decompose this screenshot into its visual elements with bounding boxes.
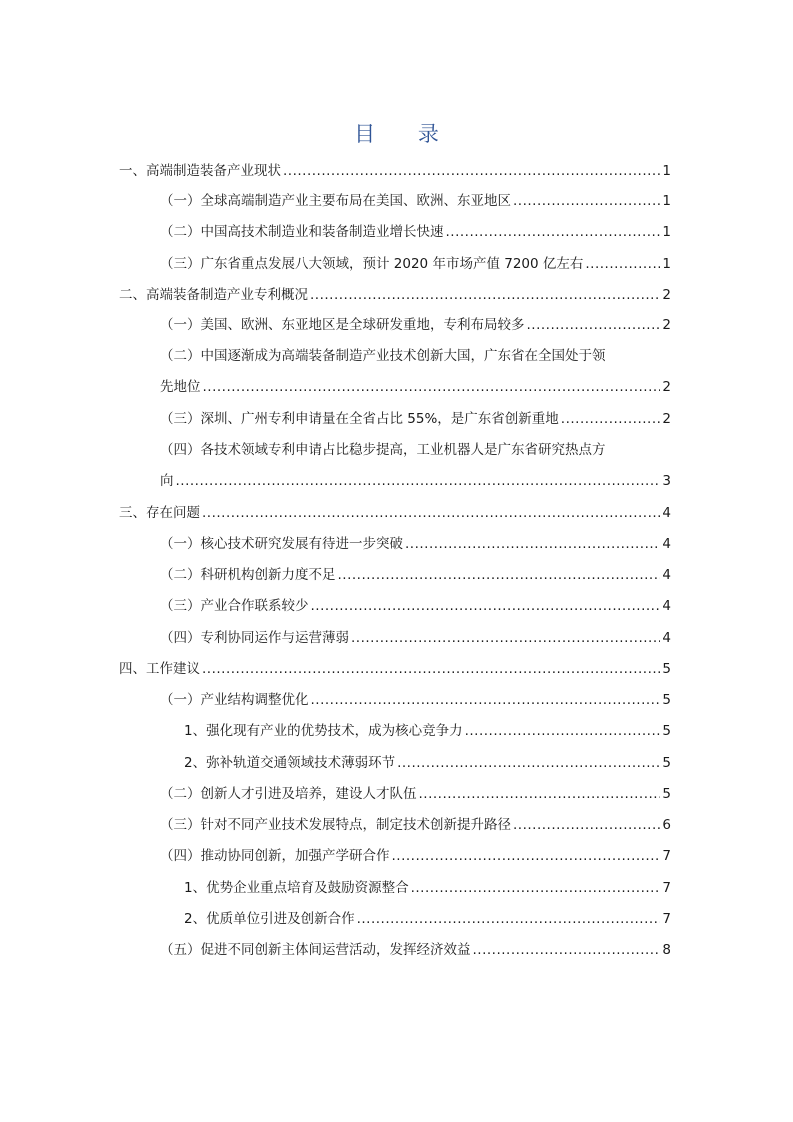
toc-page-number: 5 (662, 692, 671, 708)
toc-page-number: 5 (662, 755, 671, 771)
toc-entry[interactable] (184, 879, 671, 897)
toc-entry[interactable] (160, 255, 671, 273)
toc-entry[interactable] (160, 597, 671, 615)
toc-entry-text: （四）专利协同运作与运营薄弱 (160, 630, 349, 646)
toc-entry-text-line2: 先地位 (160, 379, 201, 395)
toc-entry-text: （二）创新人才引进及培养，建设人才队伍 (160, 786, 417, 802)
toc-entry[interactable] (160, 691, 671, 709)
toc-leader-dots (338, 566, 661, 584)
toc-entry-text-line2: 向 (160, 473, 174, 489)
toc-entry-text-line1[interactable]: （四）各技术领域专利申请占比稳步提高，工业机器人是广东省研究热点方 (160, 442, 606, 458)
toc-entry-text: 三、存在问题 (119, 505, 200, 521)
toc-entry-text: （一）美国、欧洲、东亚地区是全球研发重地，专利布局较多 (160, 317, 525, 333)
toc-entry[interactable] (119, 504, 671, 522)
toc-entry[interactable] (119, 162, 671, 180)
toc-leader-dots (392, 847, 661, 865)
toc-entry[interactable] (160, 566, 671, 584)
toc-page-number: 1 (662, 256, 671, 272)
toc-entry-text: 2、优质单位引进及创新合作 (184, 911, 355, 927)
toc-leader-dots (351, 629, 660, 647)
toc-leader-dots (473, 941, 661, 959)
toc-page-number: 2 (662, 411, 671, 427)
toc-page-number: 4 (662, 505, 671, 521)
toc-page-number: 5 (662, 786, 671, 802)
toc-entry[interactable] (184, 754, 671, 772)
toc-page-number: 4 (662, 567, 671, 583)
toc-title: 目 录 (354, 122, 457, 146)
toc-entry[interactable] (160, 378, 671, 396)
toc-leader-dots (203, 378, 661, 396)
toc-page-number: 4 (662, 630, 671, 646)
toc-leader-dots (446, 223, 661, 241)
toc-leader-dots (561, 410, 661, 428)
toc-entry-text: （三）深圳、广州专利申请量在全省占比 55%，是广东省创新重地 (160, 411, 559, 427)
toc-entry[interactable] (119, 286, 671, 304)
toc-entry[interactable] (160, 816, 671, 834)
toc-entry[interactable] (184, 910, 671, 928)
toc-page-number: 4 (662, 598, 671, 614)
toc-leader-dots (405, 535, 660, 553)
toc-entry-text: （四）推动协同创新，加强产学研合作 (160, 848, 390, 864)
toc-page-number: 8 (662, 942, 671, 958)
toc-entry-text: 四、工作建议 (119, 661, 200, 677)
toc-leader-dots (202, 660, 660, 678)
toc-entry-text: （一）全球高端制造产业主要布局在美国、欧洲、东亚地区 (160, 193, 511, 209)
toc-page-number: 1 (662, 193, 671, 209)
toc-leader-dots (527, 316, 661, 334)
toc-entry[interactable] (160, 847, 671, 865)
toc-entry-text-line1[interactable]: （二）中国逐渐成为高端装备制造产业技术创新大国，广东省在全国处于领 (160, 348, 606, 364)
toc-entry[interactable] (160, 410, 671, 428)
toc-entry-text: （五）促进不同创新主体间运营活动，发挥经济效益 (160, 942, 471, 958)
toc-entry-text: 一、高端制造装备产业现状 (119, 163, 281, 179)
toc-entry[interactable] (160, 535, 671, 553)
toc-page-number: 7 (662, 880, 671, 896)
toc-entry[interactable] (160, 192, 671, 210)
toc-entry-text: （三）广东省重点发展八大领域，预计 2020 年市场产值 7200 亿左右 (160, 256, 584, 272)
toc-page-number: 1 (662, 163, 671, 179)
toc-leader-dots (397, 754, 660, 772)
toc-page-number: 5 (662, 661, 671, 677)
toc-entry[interactable] (160, 785, 671, 803)
toc-page-number: 6 (662, 817, 671, 833)
toc-entry-text: 1、优势企业重点培育及鼓励资源整合 (184, 880, 409, 896)
toc-entry[interactable] (160, 223, 671, 241)
toc-page-number: 1 (662, 224, 671, 240)
toc-entry[interactable] (119, 660, 671, 678)
toc-leader-dots (311, 597, 661, 615)
toc-leader-dots (419, 785, 661, 803)
toc-leader-dots (513, 192, 660, 210)
toc-leader-dots (357, 910, 661, 928)
toc-page-number: 4 (662, 536, 671, 552)
toc-leader-dots (513, 816, 660, 834)
toc-entry-text: （一）产业结构调整优化 (160, 692, 309, 708)
toc-leader-dots (311, 691, 661, 709)
toc-page-number: 2 (662, 379, 671, 395)
toc-leader-dots (411, 879, 661, 897)
toc-page-number: 7 (662, 911, 671, 927)
toc-leader-dots (176, 472, 661, 490)
toc-entry[interactable] (160, 629, 671, 647)
toc-entry[interactable] (184, 722, 671, 740)
toc-entry-text: 2、弥补轨道交通领域技术薄弱环节 (184, 755, 396, 771)
toc-leader-dots (585, 255, 660, 273)
toc-leader-dots (202, 504, 660, 522)
toc-entry[interactable] (160, 941, 671, 959)
toc-entry-text: （三）产业合作联系较少 (160, 598, 309, 614)
toc-entry-text: 1、强化现有产业的优势技术，成为核心竞争力 (184, 723, 463, 739)
toc-entry-text: 二、高端装备制造产业专利概况 (119, 287, 308, 303)
toc-leader-dots (465, 722, 661, 740)
toc-page-number: 2 (662, 287, 671, 303)
toc-leader-dots (283, 162, 660, 180)
toc-entry-text: （三）针对不同产业技术发展特点，制定技术创新提升路径 (160, 817, 511, 833)
toc-page-number: 5 (662, 723, 671, 739)
toc-leader-dots (310, 286, 660, 304)
toc-entry[interactable] (160, 472, 671, 490)
toc-page-number: 2 (662, 317, 671, 333)
toc-entry-text: （二）中国高技术制造业和装备制造业增长快速 (160, 224, 444, 240)
toc-page-number: 7 (662, 848, 671, 864)
toc-entry-text: （二）科研机构创新力度不足 (160, 567, 336, 583)
toc-entry[interactable] (160, 316, 671, 334)
toc-entry-text: （一）核心技术研究发展有待进一步突破 (160, 536, 403, 552)
toc-page-number: 3 (662, 473, 671, 489)
